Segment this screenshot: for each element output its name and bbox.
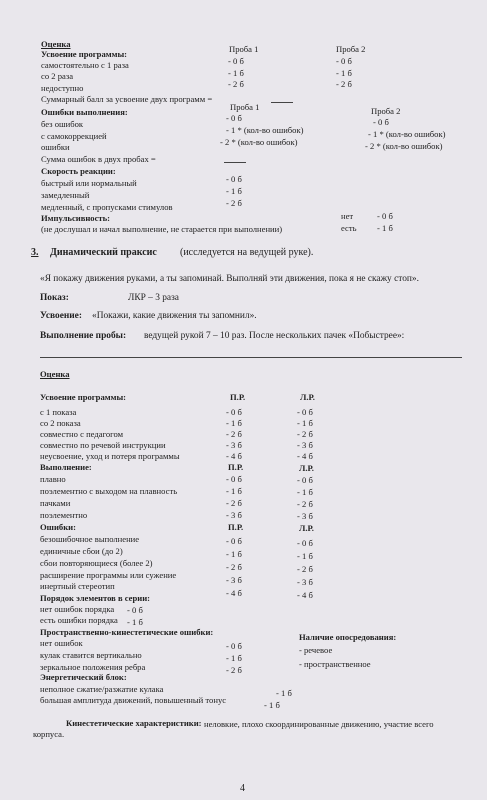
row-label: есть ошибки порядка [40, 615, 118, 625]
score: - 0 б [226, 641, 242, 651]
score: - 0 б [226, 113, 242, 123]
column-header-right-hand: П.Р. [228, 462, 244, 472]
row-label: ошибки [41, 142, 70, 152]
score: - 2 б [297, 499, 313, 509]
row-label: неусвоение, уход и потеря программы [40, 451, 180, 461]
column-header-left-hand: Л.Р. [299, 463, 314, 473]
score: - 0 б [297, 538, 313, 548]
subheading: Кинестетические характеристики: [66, 718, 202, 728]
score: - 1 б [297, 487, 313, 497]
score: - 0 б [373, 117, 389, 127]
page-number: 4 [240, 783, 245, 794]
score: - 3 б [226, 510, 242, 520]
subheading: Пространственно-кинестетические ошибки: [40, 627, 214, 637]
field-value: ЛКР – 3 раза [128, 293, 179, 303]
row-label: сбои повторяющиеся (более 2) [40, 558, 153, 568]
subheading: Усвоение программы: [41, 49, 128, 59]
score: - 0 б [226, 407, 242, 417]
row-label: поэлементно [40, 510, 88, 520]
score: - 2 б [297, 564, 313, 574]
row-label: недоступно [41, 83, 84, 93]
score: - 1 б [377, 223, 393, 233]
score: - 2 б [226, 429, 242, 439]
row-label: расширение программы или сужение [40, 570, 177, 580]
score: - 2 б [297, 429, 313, 439]
score: - 0 б [226, 474, 242, 484]
section-title: Динамический праксис [50, 247, 157, 258]
column-header-left-hand: Л.Р. [300, 392, 315, 402]
score: - 1 б [336, 68, 352, 78]
option-label: нет [341, 211, 354, 221]
subheading: Скорость реакции: [41, 166, 116, 176]
row-label: плавно [40, 474, 66, 484]
instruction-quote: «Я покажу движения руками, а ты запоминай. Выполняй эти движения, пока я не скажу стоп». [40, 274, 419, 284]
row-label: самостоятельно с 1 раза [41, 60, 129, 70]
field-value: «Покажи, какие движения ты запомнил». [92, 311, 257, 321]
score: - 1 б [226, 486, 242, 496]
score: - 0 б [377, 211, 393, 221]
column-header-right-hand: П.Р. [230, 392, 246, 402]
score: - 2 * (кол-во ошибок) [220, 137, 298, 147]
score: - 4 б [226, 451, 242, 461]
row-label: большая амплитуда движений, повышенный тонус [40, 695, 227, 705]
option-label: - пространственное [299, 659, 371, 669]
row-label: корпуса. [33, 729, 65, 739]
score: - 1 б [297, 418, 313, 428]
column-header-trial-2: Проба 2 [371, 106, 401, 116]
subheading: Наличие опосредования: [299, 632, 397, 642]
score: - 1 б [226, 549, 242, 559]
column-header-trial-1: Проба 1 [230, 102, 260, 112]
score: - 0 б [226, 174, 242, 184]
field-value: ведущей рукой 7 – 10 раз. После нескольких пачек «Побыстрее»: [144, 331, 405, 341]
score: - 2 * (кол-во ошибок) [365, 141, 443, 151]
column-header-left-hand: Л.Р. [299, 523, 314, 533]
score: - 3 б [297, 577, 313, 587]
row-label: нет ошибок порядка [40, 604, 115, 614]
score: - 2 б [226, 498, 242, 508]
score: - 3 б [297, 440, 313, 450]
field-label: Показ: [40, 293, 69, 303]
score: - 0 б [228, 56, 244, 66]
sum-line: Суммарный балл за усвоение двух программ = [41, 94, 213, 104]
score: - 1 б [226, 418, 242, 428]
row-label: со 2 раза [41, 71, 74, 81]
score: - 2 б [228, 79, 244, 89]
row-label: безошибочное выполнение [40, 534, 140, 544]
score: - 0 б [336, 56, 352, 66]
score: - 1 б [226, 653, 242, 663]
section-number: 3. [31, 247, 39, 258]
row-label: кулак ставится вертикально [40, 650, 142, 660]
score: - 3 б [226, 575, 242, 585]
column-header-trial-1: Проба 1 [229, 44, 259, 54]
row-label: совместно с педагогом [40, 429, 124, 439]
row-label: неполное сжатие/разжатие кулака [40, 684, 164, 694]
score: - 0 б [127, 605, 143, 615]
subheading: Порядок элементов в серии: [40, 593, 151, 603]
subheading: Выполнение: [40, 462, 92, 472]
score: - 3 б [297, 511, 313, 521]
section-note: (исследуется на ведущей руке). [180, 247, 314, 258]
section-title: Оценка [41, 39, 71, 49]
row-label: инертный стереотип [40, 581, 115, 591]
score: - 1 * (кол-во ошибок) [226, 125, 304, 135]
row-label: со 2 показа [40, 418, 81, 428]
section-title: Оценка [40, 369, 70, 379]
score: - 1 * (кол-во ошибок) [368, 129, 446, 139]
row-label: зеркальное положения ребра [40, 662, 146, 672]
score: - 1 б [127, 617, 143, 627]
row-label: (не дослушал и начал выполнение, не старается при выполнении) [41, 224, 283, 234]
score: - 1 б [276, 688, 292, 698]
field-label: Выполнение пробы: [40, 331, 127, 341]
sum-line: Сумма ошибок в двух пробах = [41, 154, 156, 164]
column-header-right-hand: П.Р. [228, 522, 244, 532]
score: - 4 б [297, 590, 313, 600]
answer-line [40, 357, 462, 358]
score: - 0 б [297, 407, 313, 417]
row-label: с 1 показа [40, 407, 77, 417]
subheading: Импульсивность: [41, 213, 111, 223]
score: - 1 б [226, 186, 242, 196]
score: - 2 б [226, 198, 242, 208]
row-label: поэлементно с выходом на плавность [40, 486, 178, 496]
score: - 2 б [226, 665, 242, 675]
blank-line [224, 162, 246, 163]
score: - 1 б [264, 700, 280, 710]
score: - 0 б [226, 536, 242, 546]
row-label: замедленный [41, 190, 90, 200]
row-label: пачками [40, 498, 71, 508]
row-label: единичные сбои (до 2) [40, 546, 123, 556]
subheading: Ошибки выполнения: [41, 107, 128, 117]
score: - 2 б [336, 79, 352, 89]
score: - 1 б [228, 68, 244, 78]
row-label: медленный, с пропусками стимулов [41, 202, 173, 212]
row-label: нет ошибок [40, 638, 83, 648]
option-label: есть [341, 223, 357, 233]
subheading: Ошибки: [40, 522, 76, 532]
row-label: неловкие, плохо скоординированные движению, участие всего [204, 719, 434, 729]
score: - 1 б [297, 551, 313, 561]
score: - 4 б [297, 451, 313, 461]
row-label: быстрый или нормальный [41, 178, 137, 188]
row-label: без ошибок [41, 119, 84, 129]
subheading: Усвоение программы: [40, 392, 127, 402]
option-label: - речевое [299, 645, 333, 655]
column-header-trial-2: Проба 2 [336, 44, 366, 54]
blank-line [271, 102, 293, 103]
score: - 2 б [226, 562, 242, 572]
score: - 0 б [297, 475, 313, 485]
score: - 3 б [226, 440, 242, 450]
row-label: совместно по речевой инструкции [40, 440, 166, 450]
score: - 4 б [226, 588, 242, 598]
field-label: Усвоение: [40, 311, 82, 321]
row-label: с самокоррекцией [41, 131, 107, 141]
subheading: Энергетический блок: [40, 672, 127, 682]
